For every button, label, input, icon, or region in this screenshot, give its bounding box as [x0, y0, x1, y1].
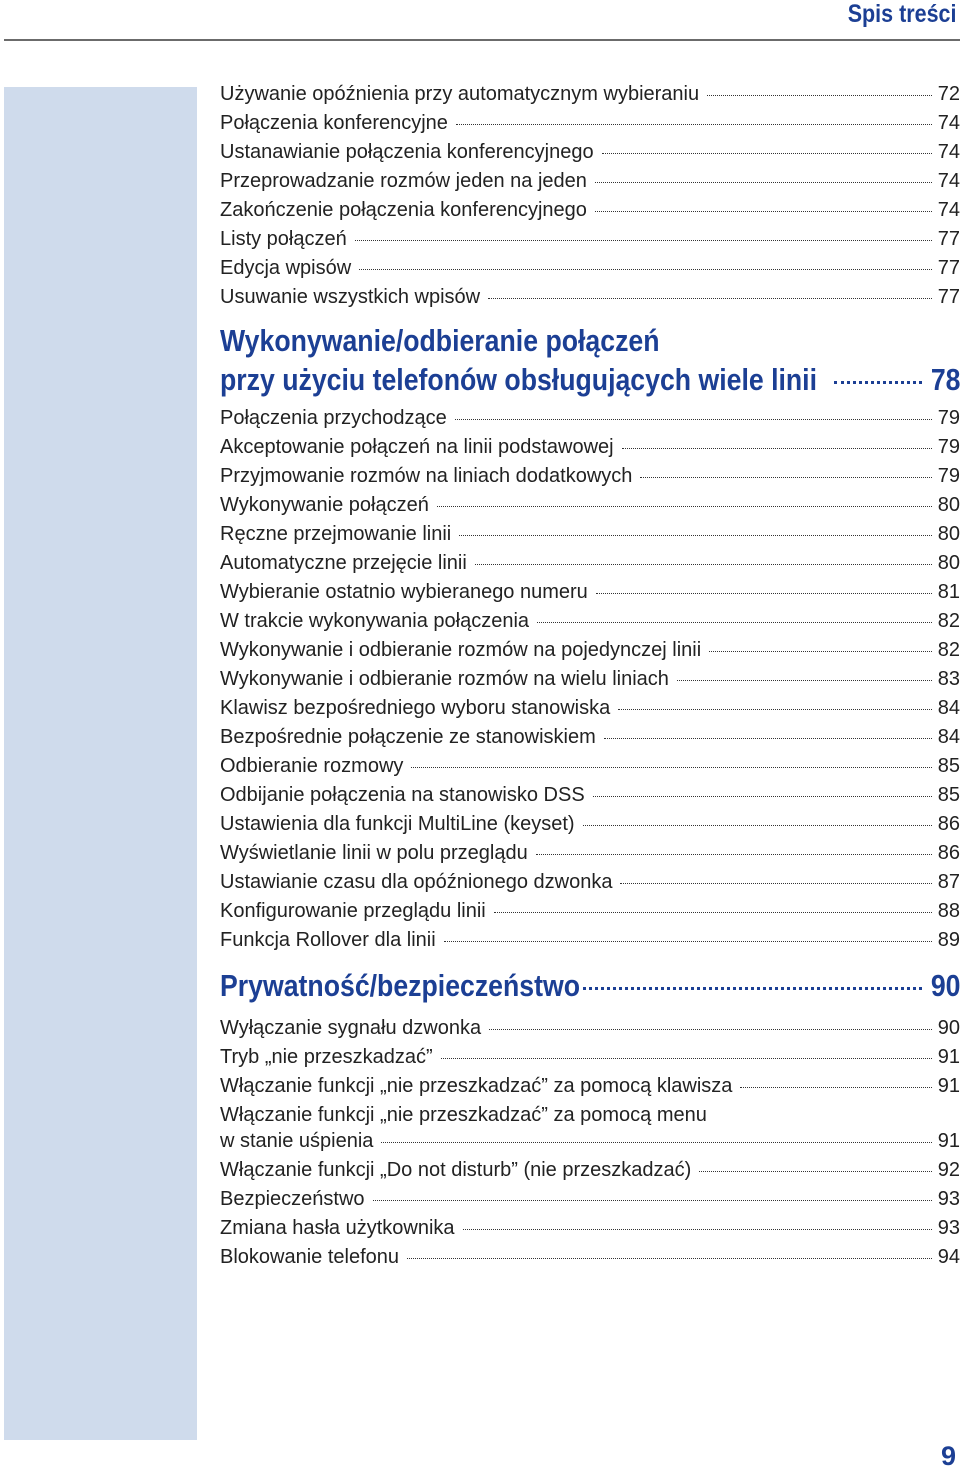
- toc-entry-title: Wyświetlanie linii w polu przeglądu: [220, 842, 528, 864]
- dot-leader: [740, 1087, 931, 1088]
- toc-entry-page: 91: [937, 1046, 960, 1068]
- dot-leader: [536, 854, 932, 855]
- section-heading-multiline[interactable]: [220, 322, 960, 400]
- toc-entry[interactable]: [220, 1185, 960, 1214]
- toc-entry[interactable]: [220, 752, 960, 781]
- dot-leader: [677, 680, 932, 681]
- section-heading-title: przy użyciu telefonów obsługujących wiele linii: [220, 362, 818, 397]
- toc-entry-title: Listy połączeń: [220, 228, 347, 250]
- dot-leader: [355, 240, 932, 241]
- toc-entry-page: 86: [937, 813, 960, 835]
- toc-entry-title: W trakcie wykonywania połączenia: [220, 610, 530, 632]
- toc-entry-title: Przeprowadzanie rozmów jeden na jeden: [220, 170, 587, 192]
- toc-entry-page: 91: [937, 1130, 960, 1152]
- toc-entry-page: 94: [937, 1246, 960, 1268]
- toc-entry-title: Przyjmowanie rozmów na liniach dodatkowych: [220, 465, 633, 487]
- toc-entry-title: Zakończenie połączenia konferencyjnego: [220, 199, 587, 221]
- toc-entry-page: 74: [937, 112, 960, 134]
- toc-entry-page: 72: [937, 83, 960, 105]
- dot-leader: [620, 883, 931, 884]
- toc-entry[interactable]: [220, 491, 960, 520]
- toc-entry-title: Funkcja Rollover dla linii: [220, 929, 436, 951]
- toc-entry-page: 82: [937, 639, 960, 661]
- toc-entry[interactable]: [220, 225, 960, 254]
- dot-leader: [595, 211, 932, 212]
- toc-entry-title: Tryb „nie przeszkadzać”: [220, 1046, 433, 1068]
- toc-entry-page: 80: [937, 494, 960, 516]
- dot-leader: [463, 1229, 932, 1230]
- toc-entry-title: Połączenia konferencyjne: [220, 112, 448, 134]
- toc-entry-page: 92: [937, 1159, 960, 1181]
- dot-leader: [593, 796, 932, 797]
- dot-leader: [583, 825, 932, 826]
- toc-entry[interactable]: [220, 1243, 960, 1272]
- toc-entry-title: Klawisz bezpośredniego wyboru stanowiska: [220, 697, 611, 719]
- toc-entry-title: Wyłączanie sygnału dzwonka: [220, 1017, 482, 1039]
- toc-entry[interactable]: [220, 1043, 960, 1072]
- toc-entry-page: 84: [937, 697, 960, 719]
- toc-entry-page: 81: [937, 581, 960, 603]
- toc-block-1: [220, 80, 960, 312]
- toc-entry[interactable]: [220, 109, 960, 138]
- dot-leader: [411, 767, 931, 768]
- toc-entry[interactable]: [220, 549, 960, 578]
- toc-entry-page: 93: [937, 1188, 960, 1210]
- toc-entry-title: Połączenia przychodzące: [220, 407, 447, 429]
- toc-entry[interactable]: [220, 810, 960, 839]
- toc-entry[interactable]: [220, 167, 960, 196]
- toc-entry-title: Bezpośrednie połączenie ze stanowiskiem: [220, 726, 596, 748]
- toc-entry[interactable]: [220, 839, 960, 868]
- toc-entry-page: 79: [937, 436, 960, 458]
- dot-leader: [381, 1142, 931, 1143]
- dot-leader: [459, 535, 932, 536]
- toc-entry[interactable]: [220, 897, 960, 926]
- side-margin-panel: [4, 87, 197, 1440]
- table-of-contents: [220, 80, 960, 1272]
- dot-leader: [699, 1171, 931, 1172]
- dot-leader: [489, 1029, 932, 1030]
- toc-entry-page: 77: [937, 228, 960, 250]
- toc-entry[interactable]: [220, 607, 960, 636]
- dot-leader: [373, 1200, 932, 1201]
- toc-entry-title: Ustawianie czasu dla opóźnionego dzwonka: [220, 871, 613, 893]
- toc-entry-title: Wykonywanie połączeń: [220, 494, 429, 516]
- toc-entry-title: Zmiana hasła użytkownika: [220, 1217, 455, 1239]
- dot-leader: [834, 381, 921, 384]
- toc-entry[interactable]: [220, 196, 960, 225]
- toc-entry[interactable]: [220, 80, 960, 109]
- toc-entry-page: 74: [937, 141, 960, 163]
- toc-entry-title: Wykonywanie i odbieranie rozmów na pojedynczej linii: [220, 639, 702, 661]
- dot-leader: [640, 477, 931, 478]
- toc-entry-title: Odbieranie rozmowy: [220, 755, 404, 777]
- dot-leader: [444, 941, 932, 942]
- toc-entry-page: 79: [937, 407, 960, 429]
- dot-leader: [437, 506, 932, 507]
- toc-entry[interactable]: [220, 1014, 960, 1043]
- toc-entry[interactable]: [220, 404, 960, 433]
- toc-entry[interactable]: [220, 868, 960, 897]
- toc-entry-page: 80: [937, 552, 960, 574]
- dot-leader: [494, 912, 932, 913]
- dot-leader: [622, 448, 932, 449]
- toc-entry-line2: [220, 1127, 960, 1156]
- dot-leader: [583, 987, 922, 990]
- toc-entry-title: Ustanawianie połączenia konferencyjnego: [220, 141, 594, 163]
- dot-leader: [596, 593, 932, 594]
- toc-entry-page: 91: [937, 1075, 960, 1097]
- toc-entry-page: 85: [937, 755, 960, 777]
- toc-entry-page: 87: [937, 871, 960, 893]
- toc-entry-title: Bezpieczeństwo: [220, 1188, 365, 1210]
- dot-leader: [604, 738, 932, 739]
- toc-entry-title: Blokowanie telefonu: [220, 1246, 400, 1268]
- toc-entry-title: Edycja wpisów: [220, 257, 352, 279]
- toc-entry-title: Akceptowanie połączeń na linii podstawowej: [220, 436, 614, 458]
- toc-entry-page: 88: [937, 900, 960, 922]
- section-heading-title: Prywatność/bezpieczeństwo: [220, 968, 581, 1003]
- toc-entry-page: 83: [937, 668, 960, 690]
- toc-entry-page: 89: [937, 929, 960, 951]
- toc-entry[interactable]: [220, 254, 960, 283]
- toc-entry[interactable]: [220, 520, 960, 549]
- dot-leader: [441, 1058, 932, 1059]
- toc-entry-page: 80: [937, 523, 960, 545]
- toc-entry-page: 74: [937, 199, 960, 221]
- toc-entry-title: Wybieranie ostatnio wybieranego numeru: [220, 581, 588, 603]
- toc-entry-page: 79: [937, 465, 960, 487]
- toc-entry-title: Konfigurowanie przeglądu linii: [220, 900, 486, 922]
- dot-leader: [475, 564, 932, 565]
- section-heading-line2: [220, 360, 960, 400]
- section-heading-page: 90: [930, 968, 960, 1003]
- toc-entry[interactable]: [220, 433, 960, 462]
- dot-leader: [602, 153, 932, 154]
- toc-entry[interactable]: [220, 283, 960, 312]
- toc-entry-title: Ustawienia dla funkcji MultiLine (keyset): [220, 813, 575, 835]
- toc-entry-title: Używanie opóźnienia przy automatycznym wybieraniu: [220, 83, 700, 105]
- toc-entry[interactable]: [220, 926, 960, 955]
- toc-entry[interactable]: [220, 1072, 960, 1101]
- toc-entry-page: 84: [937, 726, 960, 748]
- toc-entry-page: 90: [937, 1017, 960, 1039]
- dot-leader: [618, 709, 932, 710]
- toc-entry-title: Włączanie funkcji „nie przeszkadzać” za pomocą klawisza: [220, 1075, 733, 1097]
- toc-block-3b: [220, 1156, 960, 1272]
- dot-leader: [456, 124, 932, 125]
- toc-entry-page: 82: [937, 610, 960, 632]
- toc-entry[interactable]: [220, 1156, 960, 1185]
- toc-entry-title-line1: Włączanie funkcji „nie przeszkadzać” za pomocą menu: [220, 1104, 707, 1126]
- toc-entry-page: 74: [937, 170, 960, 192]
- toc-entry-page: 77: [937, 257, 960, 279]
- page-number: 9: [940, 1441, 956, 1471]
- dot-leader: [707, 95, 932, 96]
- toc-entry-title-line2: w stanie uśpienia: [220, 1130, 374, 1152]
- section-heading-line1: Wykonywanie/odbieranie połączeń: [220, 323, 660, 358]
- toc-entry[interactable]: [220, 138, 960, 167]
- toc-entry[interactable]: [220, 723, 960, 752]
- toc-block-3a: [220, 1014, 960, 1101]
- dot-leader: [407, 1258, 932, 1259]
- page-header-title: Spis treści: [847, 0, 956, 28]
- toc-entry-title: Wykonywanie i odbieranie rozmów na wielu liniach: [220, 668, 669, 690]
- toc-entry-page: 85: [937, 784, 960, 806]
- toc-entry[interactable]: [220, 781, 960, 810]
- toc-entry-page: 86: [937, 842, 960, 864]
- section-heading-privacy[interactable]: [220, 963, 960, 1009]
- toc-entry-title: Automatyczne przejęcie linii: [220, 552, 467, 574]
- toc-entry-title: Usuwanie wszystkich wpisów: [220, 286, 481, 308]
- toc-entry[interactable]: [220, 694, 960, 723]
- toc-entry-title: Włączanie funkcji „Do not disturb” (nie przeszkadzać): [220, 1159, 692, 1181]
- toc-entry-page: 93: [937, 1217, 960, 1239]
- toc-entry[interactable]: [220, 578, 960, 607]
- toc-entry-title: Odbijanie połączenia na stanowisko DSS: [220, 784, 585, 806]
- toc-entry[interactable]: [220, 1214, 960, 1243]
- dot-leader: [709, 651, 932, 652]
- toc-entry-page: 77: [937, 286, 960, 308]
- toc-entry[interactable]: [220, 665, 960, 694]
- dot-leader: [488, 298, 932, 299]
- toc-block-2: [220, 404, 960, 955]
- dot-leader: [537, 622, 932, 623]
- toc-entry[interactable]: [220, 636, 960, 665]
- dot-leader: [455, 419, 932, 420]
- section-heading-page: 78: [930, 362, 960, 397]
- dot-leader: [595, 182, 932, 183]
- toc-entry-title: Ręczne przejmowanie linii: [220, 523, 452, 545]
- toc-entry[interactable]: [220, 462, 960, 491]
- toc-entry-wrapped[interactable]: [220, 1101, 960, 1156]
- header-divider: [4, 39, 960, 41]
- dot-leader: [359, 269, 932, 270]
